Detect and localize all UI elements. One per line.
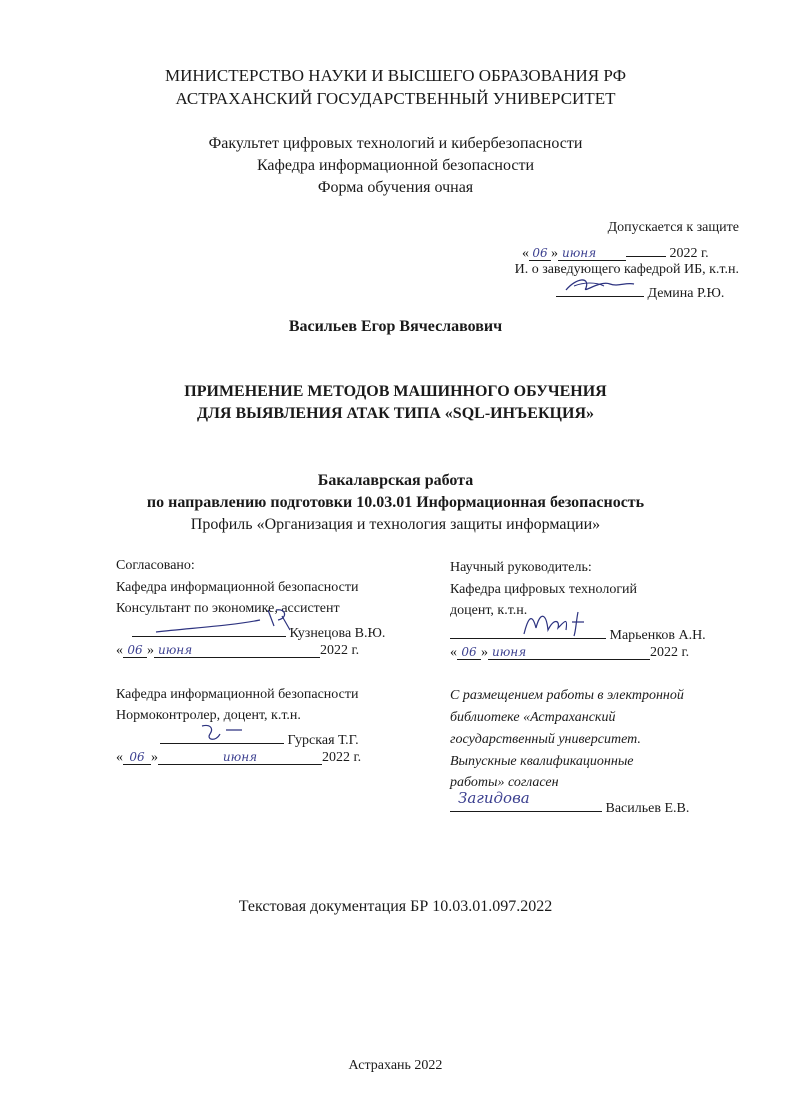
date2-day: 06 [129,750,145,764]
date2-year: 2022 г. [322,750,362,765]
admission-title: Допускается к защите [607,220,739,235]
thesis-title-line1: ПРИМЕНЕНИЕ МЕТОДОВ МАШИННОГО ОБУЧЕНИЯ [184,383,607,400]
consultant-name: Кузнецова В.Ю. [289,626,386,641]
supervisor-position: доцент, к.т.н. [450,603,528,618]
supervisor-name: Марьенков А.Н. [609,628,706,643]
work-profile: Профиль «Организация и технология защиты информации» [190,516,601,533]
head-name: Демина Р.Ю. [647,286,725,301]
consent-line2: библиотеке «Астраханский [450,710,616,725]
admission-date [522,242,709,262]
supervisor-date-day: 06 [461,645,477,659]
thesis-title-line2: ДЛЯ ВЫЯВЛЕНИЯ АТАК ТИПА «SQL-ИНЪЕКЦИЯ» [196,405,594,422]
normcontrol-name: Гурская Т.Г. [287,733,359,748]
normcontrol-signature-line [160,729,359,749]
normcontrol-date: « 06 » июня 2022 г. [116,750,362,765]
agreed-label: Согласовано: [116,558,195,573]
supervisor-signature [520,608,610,638]
date1-year: 2022 г. [320,643,360,658]
date-open-quote: « [522,246,529,261]
date-day: 06 [532,246,548,260]
faculty-name: Факультет цифровых технологий и кибербезопасности [208,135,583,152]
consultant-label: Консультант по экономике, ассистент [116,601,340,616]
date1-month: июня [158,643,193,657]
consent-line1: С размещением работы в электронной [450,688,684,703]
student-name: Васильев Е.В. [605,801,690,816]
date-month: июня [562,246,597,260]
consent-line3: государственный университет. [450,732,641,747]
document-code: Текстовая документация БР 10.03.01.097.2022 [238,898,553,915]
date-year: 2022 г. [669,246,709,261]
date2-month: июня [222,750,258,764]
consultant-date: « 06 » июня 2022 г. [116,643,360,658]
work-type: Бакалаврская работа [317,472,474,489]
left-dept1: Кафедра информационной безопасности [116,580,359,595]
supervisor-date-year: 2022 г. [650,645,690,660]
ministry-title: МИНИСТЕРСТВО НАУКИ И ВЫСШЕГО ОБРАЗОВАНИЯ РФ [164,66,626,85]
supervisor-label: Научный руководитель: [450,560,592,575]
left-dept2: Кафедра информационной безопасности [116,687,359,702]
normcontrol-signature [196,720,256,746]
student-signature: Загидова [458,789,530,807]
head-of-department: И. о заведующего кафедрой ИБ, к.т.н. [514,262,739,277]
department-name: Кафедра информационной безопасности [256,157,535,174]
consent-line5: работы» согласен [450,775,559,790]
study-form: Форма обучения очная [317,179,474,196]
supervisor-date-month: июня [492,645,527,659]
university-title: АСТРАХАНСКИЙ ГОСУДАРСТВЕННЫЙ УНИВЕРСИТЕТ [175,89,616,108]
head-signature [560,274,640,296]
city-year: Астрахань 2022 [348,1058,443,1073]
supervisor-dept: Кафедра цифровых технологий [450,582,638,597]
date1-day: 06 [127,643,143,657]
normcontrol-label: Нормоконтролер, доцент, к.т.н. [116,708,301,723]
supervisor-date: « 06 » июня 2022 г. [450,645,690,660]
work-direction: по направлению подготовки 10.03.01 Информационная безопасность [146,494,645,511]
author-name: Васильев Егор Вячеславович [288,318,503,335]
date-close-quote: » [551,246,558,261]
consultant-signature [150,604,300,638]
student-signature-line [450,789,690,817]
consent-line4: Выпускные квалификационные [450,754,634,769]
